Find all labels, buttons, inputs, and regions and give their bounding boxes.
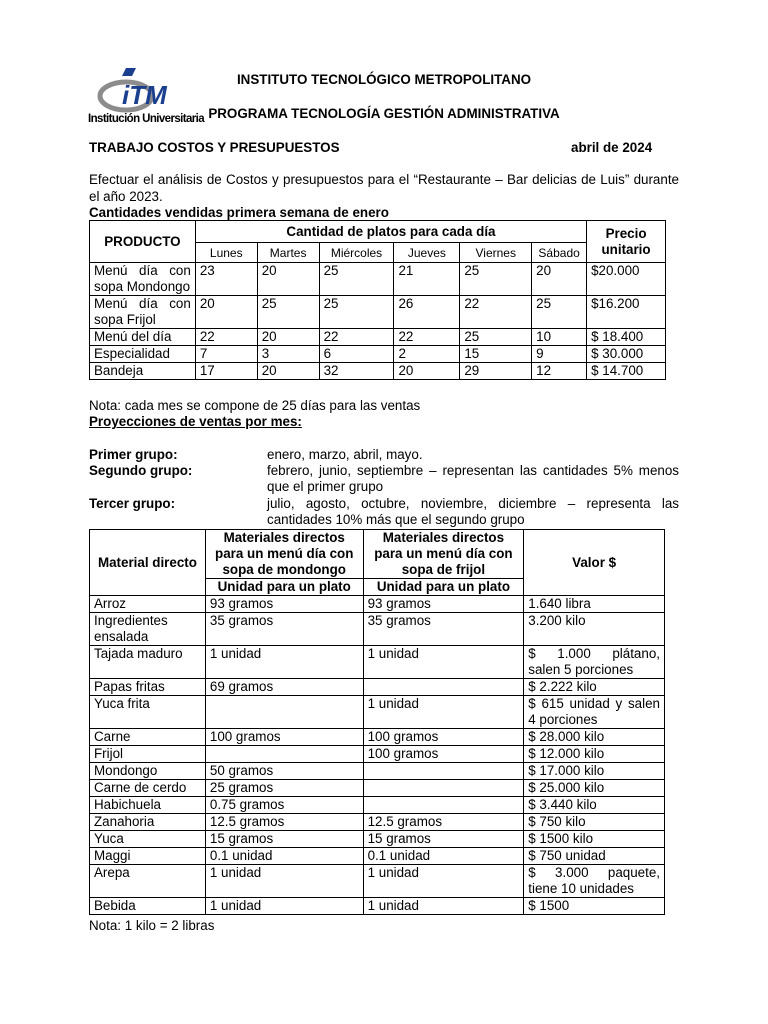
value-cell: $ 750 kilo [524, 814, 665, 831]
sales-table [89, 220, 666, 380]
institution-title: INSTITUTO TECNOLÓGICO METROPOLITANO [236, 72, 532, 87]
quantity-cell: 25 [319, 296, 394, 329]
table-row [90, 679, 665, 696]
quantity-cell: 2 [394, 346, 460, 363]
value-cell: $ 25.000 kilo [524, 780, 665, 797]
table-row [90, 780, 665, 797]
mondongo-cell [205, 746, 363, 763]
price-cell: $16.200 [587, 296, 666, 329]
material-cell: Zanahoria [90, 814, 206, 831]
col-header-value: Valor $ [524, 530, 665, 596]
logo-subtitle: Institución Universitaria [88, 113, 205, 125]
sales-heading: Cantidades vendidas primera semana de enero [89, 205, 389, 220]
frijol-cell [363, 679, 524, 696]
table-row [90, 363, 666, 380]
material-cell: Habichuela [90, 797, 206, 814]
mondongo-cell: 12.5 gramos [205, 814, 363, 831]
value-cell: $ 1500 [524, 898, 665, 915]
material-cell: Mondongo [90, 763, 206, 780]
quantity-cell: 25 [460, 263, 532, 296]
note-kilo: Nota: 1 kilo = 2 libras [89, 918, 215, 933]
day-header: Martes [257, 243, 319, 263]
frijol-cell: 35 gramos [363, 613, 524, 646]
material-cell: Yuca [90, 831, 206, 848]
frijol-cell: 0.1 unidad [363, 848, 524, 865]
value-cell: 3.200 kilo [524, 613, 665, 646]
projection-label: Primer grupo: [89, 447, 178, 462]
mondongo-cell: 1 unidad [205, 865, 363, 898]
table-row [90, 763, 665, 780]
value-cell: $ 3.440 kilo [524, 797, 665, 814]
table-row [90, 296, 666, 329]
material-cell: Frijol [90, 746, 206, 763]
projection-text: febrero, junio, septiembre – representan las cantidades 5% menos que el primer grupo [267, 463, 679, 494]
mondongo-cell: 1 unidad [205, 646, 363, 679]
table-row [90, 848, 665, 865]
quantity-cell: 20 [532, 263, 587, 296]
table-row [90, 898, 665, 915]
value-cell: $ 3.000 paquete, tiene 10 unidades [524, 865, 665, 898]
frijol-cell: 1 unidad [363, 646, 524, 679]
col-header-price: Precio unitario [587, 221, 666, 263]
value-cell: $ 1.000 plátano, salen 5 porciones [524, 646, 665, 679]
document-date: abril de 2024 [571, 140, 653, 155]
material-cell: Papas fritas [90, 679, 206, 696]
mondongo-cell: 0.1 unidad [205, 848, 363, 865]
quantity-cell: 22 [195, 329, 257, 346]
materials-table [89, 529, 665, 915]
quantity-cell: 7 [195, 346, 257, 363]
product-cell: Menú día con sopa Mondongo [90, 263, 196, 296]
table-row [90, 831, 665, 848]
product-cell: Bandeja [90, 363, 196, 380]
price-cell: $20.000 [587, 263, 666, 296]
col-header-material: Material directo [90, 530, 206, 596]
quantity-cell: 29 [460, 363, 532, 380]
quantity-cell: 25 [460, 329, 532, 346]
value-cell: 1.640 libra [524, 596, 665, 613]
day-header: Jueves [394, 243, 460, 263]
table-row [90, 346, 666, 363]
material-cell: Tajada maduro [90, 646, 206, 679]
quantity-cell: 15 [460, 346, 532, 363]
material-cell: Ingredientes ensalada [90, 613, 206, 646]
product-cell: Menú del día [90, 329, 196, 346]
frijol-cell: 15 gramos [363, 831, 524, 848]
quantity-cell: 20 [195, 296, 257, 329]
table-row [90, 613, 665, 646]
material-cell: Carne [90, 729, 206, 746]
mondongo-cell: 25 gramos [205, 780, 363, 797]
quantity-cell: 22 [319, 329, 394, 346]
frijol-cell [363, 763, 524, 780]
mondongo-cell: 93 gramos [205, 596, 363, 613]
quantity-cell: 20 [257, 263, 319, 296]
table-row [90, 797, 665, 814]
program-title: PROGRAMA TECNOLOGÍA GESTIÓN ADMINISTRATIVA [208, 106, 560, 121]
table-row [90, 729, 665, 746]
subheader-unit-mondongo: Unidad para un plato [205, 579, 363, 596]
col-header-days-group: Cantidad de platos para cada día [195, 221, 586, 243]
frijol-cell: 1 unidad [363, 898, 524, 915]
frijol-cell: 100 gramos [363, 746, 524, 763]
mondongo-cell [205, 696, 363, 729]
projection-text: enero, marzo, abril, mayo. [267, 447, 423, 462]
table-row [90, 746, 665, 763]
value-cell: $ 28.000 kilo [524, 729, 665, 746]
table-row [90, 865, 665, 898]
quantity-cell: 32 [319, 363, 394, 380]
col-header-frijol: Materiales directos para un menú día con sopa de frijol [363, 530, 524, 579]
day-header: Sábado [532, 243, 587, 263]
price-cell: $ 30.000 [587, 346, 666, 363]
value-cell: $ 750 unidad [524, 848, 665, 865]
product-cell: Menú día con sopa Frijol [90, 296, 196, 329]
quantity-cell: 26 [394, 296, 460, 329]
price-cell: $ 14.700 [587, 363, 666, 380]
material-cell: Arroz [90, 596, 206, 613]
subheader-unit-frijol: Unidad para un plato [363, 579, 524, 596]
value-cell: $ 1500 kilo [524, 831, 665, 848]
mondongo-cell: 69 gramos [205, 679, 363, 696]
quantity-cell: 3 [257, 346, 319, 363]
frijol-cell: 100 gramos [363, 729, 524, 746]
quantity-cell: 21 [394, 263, 460, 296]
material-cell: Yuca frita [90, 696, 206, 729]
quantity-cell: 12 [532, 363, 587, 380]
projections-heading: Proyecciones de ventas por mes: [89, 414, 302, 429]
work-title: TRABAJO COSTOS Y PRESUPUESTOS [89, 140, 340, 155]
quantity-cell: 17 [195, 363, 257, 380]
frijol-cell [363, 797, 524, 814]
projection-text: julio, agosto, octubre, noviembre, diciembre – representa las cantidades 10% más que el segundo grupo [267, 496, 679, 527]
note-days: Nota: cada mes se compone de 25 días para las ventas [89, 398, 421, 413]
day-header: Lunes [195, 243, 257, 263]
quantity-cell: 25 [532, 296, 587, 329]
table-row [90, 263, 666, 296]
projection-label: Tercer grupo: [89, 496, 176, 511]
frijol-cell: 93 gramos [363, 596, 524, 613]
value-cell: $ 12.000 kilo [524, 746, 665, 763]
quantity-cell: 22 [460, 296, 532, 329]
mondongo-cell: 50 gramos [205, 763, 363, 780]
material-cell: Carne de cerdo [90, 780, 206, 797]
frijol-cell: 12.5 gramos [363, 814, 524, 831]
frijol-cell [363, 780, 524, 797]
product-cell: Especialidad [90, 346, 196, 363]
mondongo-cell: 15 gramos [205, 831, 363, 848]
material-cell: Maggi [90, 848, 206, 865]
material-cell: Bebida [90, 898, 206, 915]
quantity-cell: 10 [532, 329, 587, 346]
col-header-mondongo: Materiales directos para un menú día con sopa de mondongo [205, 530, 363, 579]
day-header: Miércoles [319, 243, 394, 263]
frijol-cell: 1 unidad [363, 696, 524, 729]
quantity-cell: 25 [319, 263, 394, 296]
quantity-cell: 23 [195, 263, 257, 296]
table-row [90, 696, 665, 729]
quantity-cell: 20 [257, 363, 319, 380]
quantity-cell: 20 [257, 329, 319, 346]
value-cell: $ 17.000 kilo [524, 763, 665, 780]
table-row [90, 596, 665, 613]
mondongo-cell: 100 gramos [205, 729, 363, 746]
value-cell: $ 2.222 kilo [524, 679, 665, 696]
quantity-cell: 25 [257, 296, 319, 329]
mondongo-cell: 0.75 gramos [205, 797, 363, 814]
material-cell: Arepa [90, 865, 206, 898]
mondongo-cell: 1 unidad [205, 898, 363, 915]
price-cell: $ 18.400 [587, 329, 666, 346]
table-row [90, 329, 666, 346]
value-cell: $ 615 unidad y salen 4 porciones [524, 696, 665, 729]
mondongo-cell: 35 gramos [205, 613, 363, 646]
table-row [90, 814, 665, 831]
quantity-cell: 22 [394, 329, 460, 346]
quantity-cell: 20 [394, 363, 460, 380]
frijol-cell: 1 unidad [363, 865, 524, 898]
intro-paragraph: Efectuar el análisis de Costos y presupuestos para el “Restaurante – Bar delicias de Luis” durante el año 2023. [89, 172, 679, 204]
quantity-cell: 9 [532, 346, 587, 363]
col-header-product: PRODUCTO [90, 221, 196, 263]
table-row [90, 646, 665, 679]
quantity-cell: 6 [319, 346, 394, 363]
logo-text: iTM [122, 80, 167, 110]
day-header: Viernes [460, 243, 532, 263]
projection-label: Segundo grupo: [89, 463, 193, 478]
